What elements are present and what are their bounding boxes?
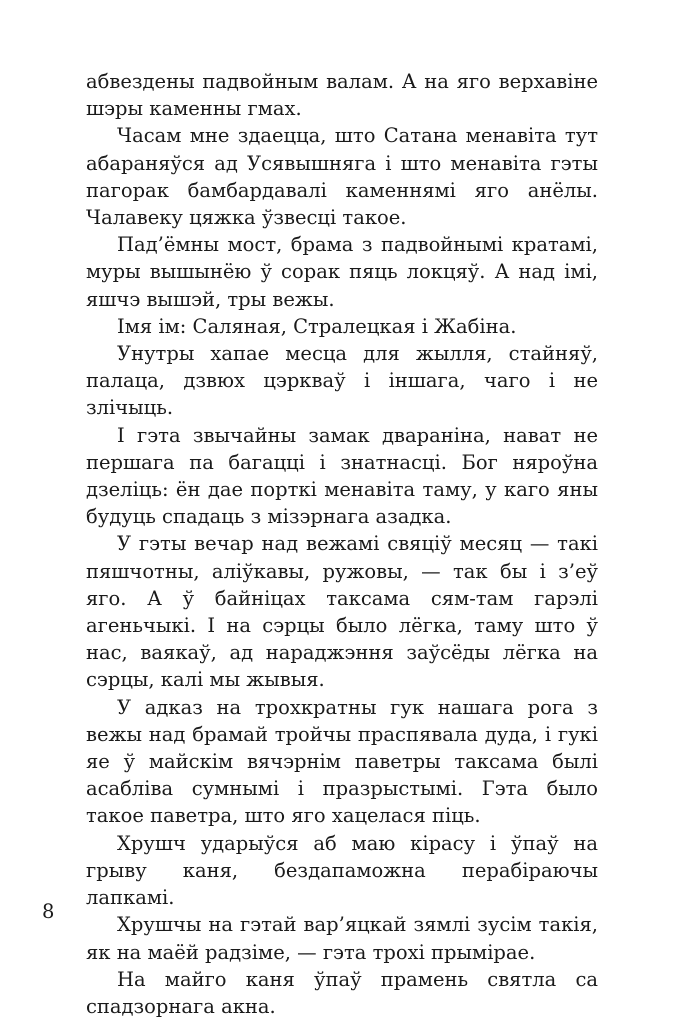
body-text xyxy=(86,68,598,1020)
paragraph: Імя ім: Саляная, Стралецкая і Жабіна. xyxy=(117,314,517,338)
paragraph: Хрушч ударыўся аб маю кірасу і ўпаў на грыву каня, бездапаможна перабіраючы лапкамі. xyxy=(86,831,598,910)
paragraph: У адказ на трохкратны гук нашага рога з вежы над брамай тройчы праспявала дуда, і гукі яе ў майскім вячэрнім паветры таксама былі асабліва сумнымі і празрыстымі. Гэта было такое паветра, што яго хацелася піць. xyxy=(86,695,598,828)
paragraph: На майго каня ўпаў прамень святла са спадзорнага акна. xyxy=(86,967,598,1018)
paragraph: Хрушчы на гэтай вар’яцкай зямлі зусім такія, як на маёй радзіме, — гэта трохі прымірае. xyxy=(86,913,598,964)
paragraph: Унутры хапае месца для жылля, стайняў, палаца, дзвюх цэркваў і іншага, чаго і не злічыць. xyxy=(86,342,598,420)
paragraph: Пад’ёмны мост, брама з падвойнымі кратамі, муры вышынёю ў сорак пяць локцяў. А над імі, яшчэ вышэй, тры вежы. xyxy=(86,233,598,311)
paragraph: У гэты вечар над вежамі свяціў месяц — такі пяшчотны, аліўкавы, ружовы, — так бы і з’еў яго. А ў байніцах таксама сям-там гарэлі агеньчыкі. І на сэрцы было лёгка, таму што ў нас, ваякаў, ад нараджэння заўсёды лёгка на сэрцы, калі мы жывыя. xyxy=(86,532,598,692)
paragraph: Часам мне здаецца, што Сатана менавіта тут абараняўся ад Усявышняга і што менавіта гэты пагорак бамбардавалі каменнямі яго анёлы. Чалавеку цяжка ўзвесці такое. xyxy=(86,124,598,230)
paragraph: І гэта звычайны замак двараніна, нават не першага па багацці і знатнасці. Бог няроўна дзеліць: ён дае порткі менавіта таму, у каго яны будуць спадаць з мізэрнага азадка. xyxy=(86,423,598,529)
page-number: 8 xyxy=(42,900,55,923)
paragraph: абвездены падвойным валам. А на яго верхавіне шэры каменны гмах. xyxy=(86,70,598,121)
